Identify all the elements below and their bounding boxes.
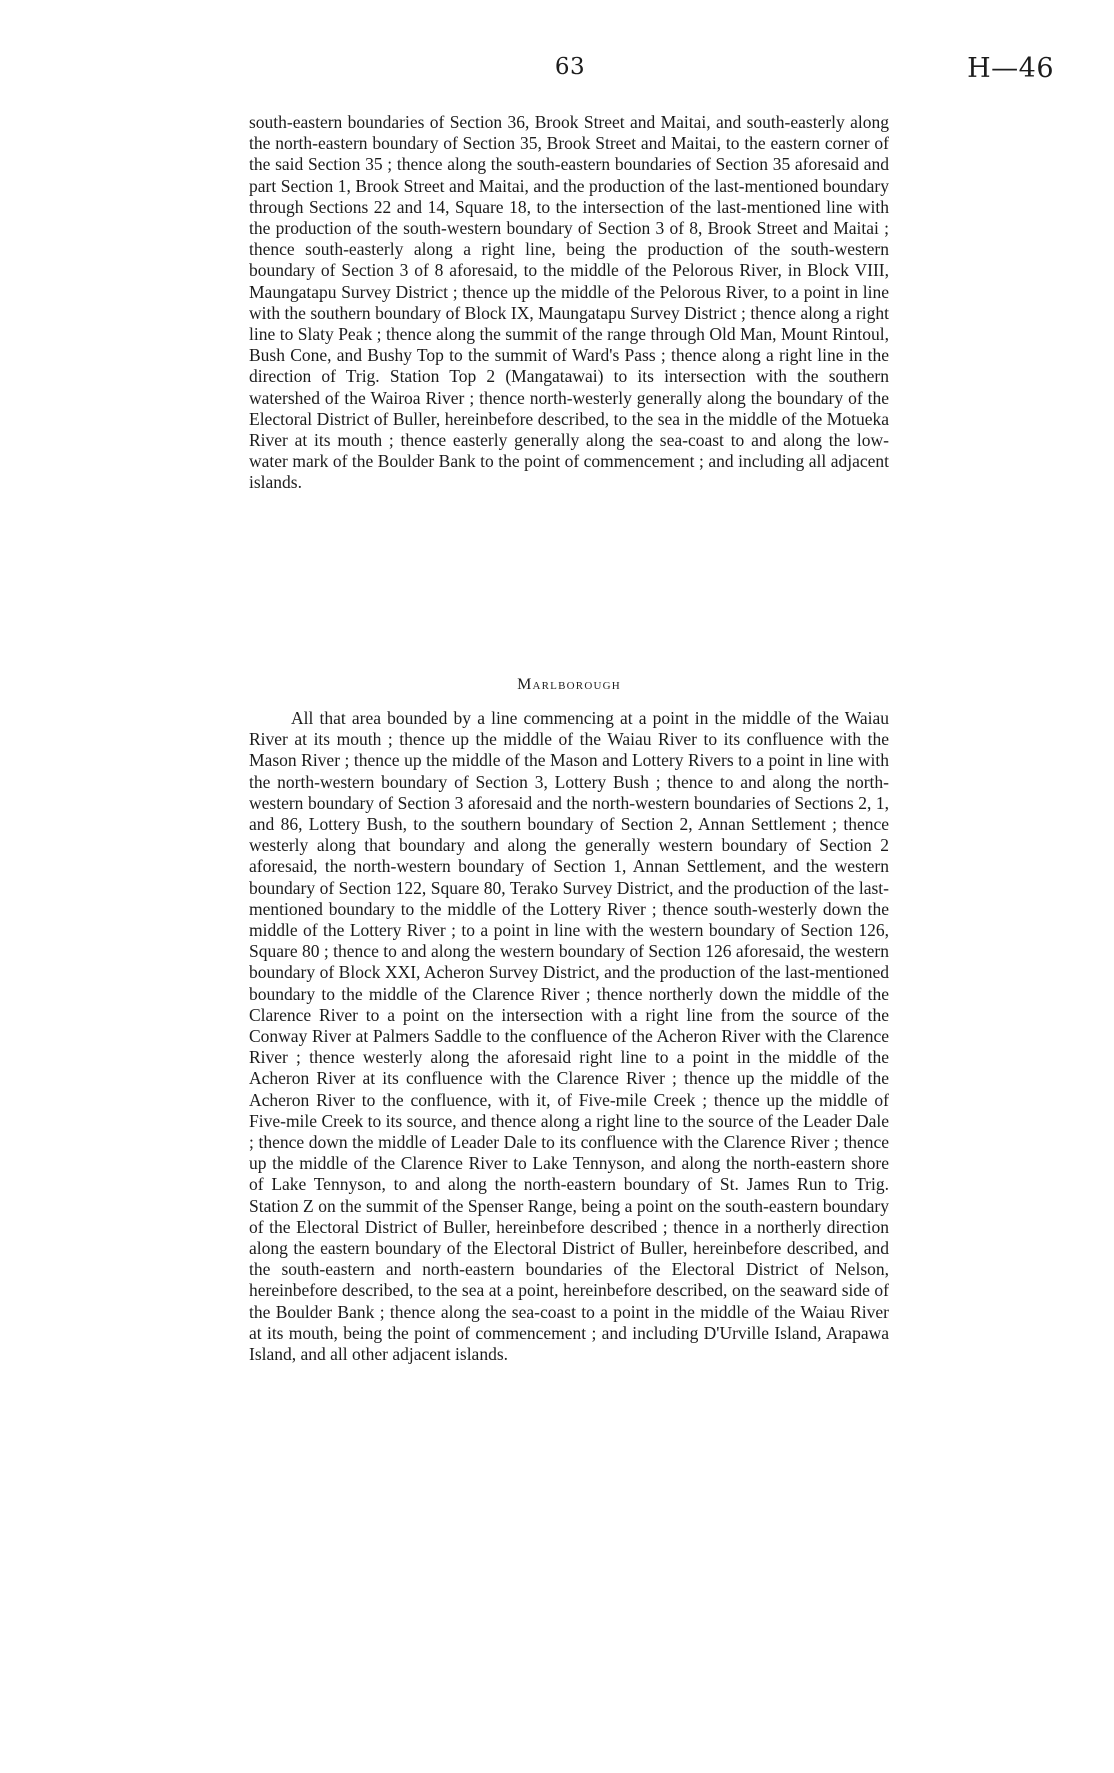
section-paragraph: All that area bounded by a line commencing at a point in the middle of the Waiau River at its mouth ; thence up the middle of the Waiau River to its confluence with the Mason River ; thence up the middle of the Mason and Lottery Rivers to a point in line with the north-western boundary of Section 3, Lottery Bush ; thence to and along the north-western boundary of Section 3 aforesaid and the north-western boundaries of Sections 2, 1, and 86, Lottery Bush, to the southern boundary of Section 2, Annan Settlement ; thence westerly along that boundary and along the generally western boundary of Section 2 aforesaid, the north-western boundary of Section 1, Annan Settlement, and the western boundary of Section 122, Square 80, Terako Survey District, and the production of the last-mentioned boundary to the middle of the Lottery River ; thence south-westerly down the middle of the Lottery River ; to a point in line with the western boundary of Section 126, Square 80 ; thence to and along the western boundary of Section 126 aforesaid, the western boundary of Block XXI, Acheron Survey District, and the production of the last-mentioned boundary to the middle of the Clarence River ; thence northerly down the middle of the Clarence River to a point on the intersection with a right line from the source of the Conway River at Palmers Saddle to the confluence of the Acheron River with the Clarence River ; thence westerly along the aforesaid right line to a point in the middle of the Acheron River at its confluence with the Clarence River ; thence up the middle of the Acheron River to the confluence, with it, of Five-mile Creek ; thence up the middle of Five-mile Creek to its source, and thence along a right line to the source of the Leader Dale ; thence down the middle of Leader Dale to its confluence with the Clarence River ; thence up the middle of the Clarence River to Lake Tennyson, and along the north-eastern shore of Lake Tennyson, to and along the north-eastern boundary of St. James Run to Trig. Station Z on the summit of the Spenser Range, being a point on the south-eastern boundary of the Electoral District of Buller, hereinbefore described ; thence in a northerly direction along the eastern boundary of the Electoral District of Buller, hereinbefore described, and the south-eastern and north-eastern boundaries of the Electoral District of Nelson, hereinbefore described, to the sea at a point, hereinbefore described, on the seaward side of the Boulder Bank ; thence along the sea-coast to a point in the middle of the Waiau River at its mouth, being the point of commencement ; and including D'Urville Island, Arapawa Island, and all other adjacent islands.: [249, 708, 889, 1365]
section-heading: Marlborough: [517, 676, 621, 693]
section-block: [249, 708, 889, 1365]
continuation-block: [249, 112, 889, 494]
continuation-paragraph: south-eastern boundaries of Section 36, Brook Street and Maitai, and south-easterly along the north-eastern boundary of Section 35, Brook Street and Maitai, to the eastern corner of the said Section 35 ; thence along the south-eastern boundaries of Section 35 aforesaid and part Section 1, Brook Street and Maitai, and the production of the last-mentioned boundary through Sections 22 and 14, Square 18, to the intersection of the last-mentioned line with the production of the south-western boundary of Section 3 of 8, Brook Street and Maitai ; thence south-easterly along a right line, being the production of the south-western boundary of Section 3 of 8 aforesaid, to the middle of the Pelorous River, in Block VIII, Maungatapu Survey District ; thence up the middle of the Pelorous River, to a point in line with the southern boundary of Block IX, Maungatapu Survey District ; thence along a right line to Slaty Peak ; thence along the summit of the range through Old Man, Mount Rintoul, Bush Cone, and Bushy Top to the summit of Ward's Pass ; thence along a right line in the direction of Trig. Station Top 2 (Mangatawai) to its intersection with the southern watershed of the Wairoa River ; thence north-westerly generally along the boundary of the Electoral District of Buller, hereinbefore described, to the sea in the middle of the Motueka River at its mouth ; thence easterly generally along the sea-coast to and along the low-water mark of the Boulder Bank to the point of commencement ; and including all adjacent islands.: [249, 112, 889, 493]
document-reference: H—46: [967, 53, 1054, 84]
page-number: 63: [554, 54, 586, 80]
